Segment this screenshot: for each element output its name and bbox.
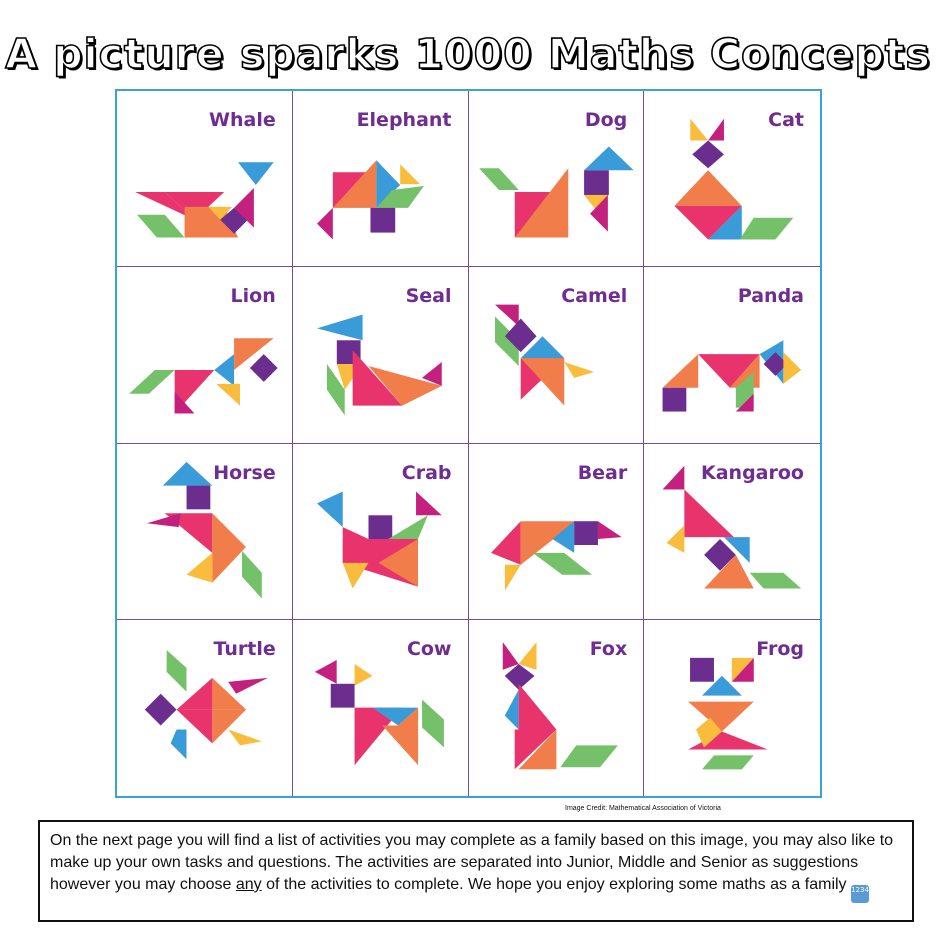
cell-kangaroo xyxy=(644,444,820,620)
image-credit: Image Credit: Mathematical Association of Victoria xyxy=(565,805,721,812)
animal-label-cow: Cow xyxy=(406,637,452,660)
cell-panda xyxy=(644,267,820,443)
animal-label-panda: Panda xyxy=(737,285,804,308)
cell-cow xyxy=(293,620,469,796)
cell-horse xyxy=(117,444,293,620)
cell-camel xyxy=(469,267,645,443)
cell-cat xyxy=(644,91,820,267)
animal-label-dog: Dog xyxy=(584,109,628,131)
animal-label-frog: Frog xyxy=(756,637,804,660)
cell-dog xyxy=(469,91,645,267)
page-title: A picture sparks 1000 Maths Concepts xyxy=(5,30,931,78)
animal-label-camel: Camel xyxy=(561,285,628,308)
instructions-text-part2: of the activities to complete. We hope you enjoy exploring some maths as a family xyxy=(261,876,847,893)
cell-fox xyxy=(469,620,645,796)
cell-crab xyxy=(293,444,469,620)
cell-bear xyxy=(469,444,645,620)
animal-label-bear: Bear xyxy=(577,461,628,484)
animal-label-turtle: Turtle xyxy=(213,637,276,660)
instructions-box xyxy=(38,820,914,922)
cell-seal xyxy=(293,267,469,443)
animal-label-kangaroo: Kangaroo xyxy=(701,461,804,484)
animal-label-whale: Whale xyxy=(209,109,276,131)
animal-label-elephant: Elephant xyxy=(356,109,452,131)
instructions-underlined: any xyxy=(235,876,262,893)
animal-label-seal: Seal xyxy=(405,285,452,308)
animal-label-horse: Horse xyxy=(213,461,276,484)
cell-whale xyxy=(117,91,293,267)
cell-turtle xyxy=(117,620,293,796)
cell-lion xyxy=(117,267,293,443)
animal-label-cat: Cat xyxy=(768,109,804,131)
cell-elephant xyxy=(293,91,469,267)
numbers-emoji-icon: 1234 xyxy=(851,885,869,903)
tangram-grid xyxy=(115,89,822,798)
animal-label-lion: Lion xyxy=(230,285,276,308)
cell-frog xyxy=(644,620,820,796)
animal-label-crab: Crab xyxy=(401,461,452,484)
animal-label-fox: Fox xyxy=(589,637,628,660)
instructions-text-part1: On the next page you will find a list of activities you may complete as a family based on this image, you may also like to make up your own tasks and questions. The activities are separated into Junior, Middle and Senior as suggestions however you may choose xyxy=(50,832,894,893)
